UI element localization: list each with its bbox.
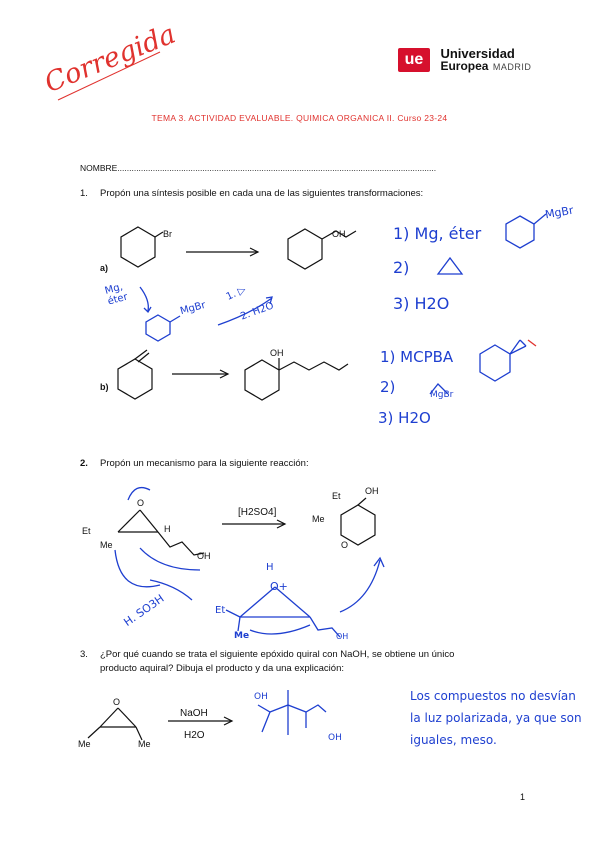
q1-oh-product-b: OH <box>270 348 284 358</box>
q1-number: 1. <box>80 188 88 199</box>
hw-b3: 3) H2O <box>378 409 431 427</box>
hw-q3-answer: Los compuestos no desvían la luz polarizada, ya que son iguales, meso. <box>410 689 582 747</box>
hw-q2-me: Me <box>234 631 250 641</box>
page-number: 1 <box>520 792 526 802</box>
q2-h: H <box>164 524 171 534</box>
hw-q2-oh: OH <box>336 632 349 641</box>
hw-q2-et: Et <box>215 605 226 616</box>
hw-step1: 1. ▷ <box>224 284 248 303</box>
q2-text: Propón un mecanismo para la siguiente reacción: <box>100 458 309 469</box>
q3-number: 3. <box>80 649 88 660</box>
corregida-stamp: Corregida <box>40 18 180 99</box>
hw-curved-arrow-1 <box>128 488 150 500</box>
cyclohexane-b-product <box>245 360 279 400</box>
logo-line3: MADRID <box>492 62 532 72</box>
q1-text: Propón una síntesis posible en cada una de las siguientes transformaciones: <box>100 188 424 199</box>
hw-q3-oh2: OH <box>328 733 342 743</box>
q3-reagent2: H2O <box>184 730 205 741</box>
butyl-chain <box>279 362 348 370</box>
stamp-underline <box>58 52 160 100</box>
ethanol-chain <box>322 231 356 239</box>
q3-reagent1: NaOH <box>180 708 208 719</box>
q2-me: Me <box>100 540 113 550</box>
hw-acid: H. SO3H <box>121 591 167 630</box>
hw-diol-chain <box>258 705 326 712</box>
hw-a3: 3) H2O <box>393 294 450 313</box>
propanol-chain <box>158 532 204 555</box>
q3-me2: Me <box>138 739 151 749</box>
hw-arrow-grignard <box>218 298 272 325</box>
hw-q3-oh1: OH <box>254 692 268 702</box>
hw-mgbr-mid: MgBr <box>179 299 207 318</box>
hw-arrow-mg <box>140 287 148 311</box>
hw-q2-h: H <box>266 562 274 573</box>
hw-epoxide-ring <box>480 345 510 381</box>
hw-cyclohexyl-mgbr <box>146 315 170 341</box>
hw-mgbr-a: MgBr <box>544 203 575 222</box>
q2-et: Et <box>82 526 91 536</box>
cyclohexane-a-product <box>288 229 322 269</box>
hw-epoxide <box>438 258 462 274</box>
document-title: TEMA 3. ACTIVIDAD EVALUABLE. QUIMICA ORGANICA II. Curso 23-24 <box>151 113 448 123</box>
q2-prod-o: O <box>341 540 349 550</box>
logo-line2: Europea <box>440 59 489 73</box>
printed-structures <box>88 227 375 740</box>
hw-a2: 2) <box>393 258 410 277</box>
hw-q2-oplus: O+ <box>270 580 288 593</box>
hw-ethyl <box>430 384 448 394</box>
q3-text-line2: producto aquiral? Dibuja el producto y da una explicación: <box>100 663 344 674</box>
hw-arrow-to-product <box>340 560 380 612</box>
hw-cyclohexyl-mgbr-a <box>506 216 534 248</box>
q2-prod-oh: OH <box>365 486 379 496</box>
q1-label-b: b) <box>100 382 109 392</box>
q3-me1: Me <box>78 739 91 749</box>
hw-curved-arrow-3 <box>150 580 192 600</box>
hw-a1: 1) Mg, éter <box>393 224 482 243</box>
q2-number: 2. <box>80 458 88 469</box>
logo-line1: Universidad <box>440 46 515 61</box>
q2-oh: OH <box>197 551 211 561</box>
q2-prod-me: Me <box>312 514 325 524</box>
tetrahydropyran <box>341 505 375 545</box>
logo-mark: ue <box>398 48 430 72</box>
hw-b2-reagent: MgBr <box>430 390 454 400</box>
q1-br: Br <box>163 229 172 239</box>
cyclohexane-b-reactant <box>118 359 152 399</box>
bond-c-br <box>155 232 163 237</box>
name-field: NOMBRE....................................................................................................................................... <box>80 163 437 173</box>
handwritten-marks <box>115 214 546 735</box>
hw-mg-ether: Mg, éter <box>103 281 130 308</box>
hw-step2: 2. H2O <box>239 300 276 323</box>
hw-b1: 1) MCPBA <box>380 348 454 366</box>
hw-b2: 2) <box>380 378 396 396</box>
q3-text-line1: ¿Por qué cuando se trata el siguiente epóxido quiral con NaOH, se obtiene un único <box>100 649 455 660</box>
q1-oh-product-a: OH <box>332 229 346 239</box>
q1-label-a: a) <box>100 263 109 273</box>
cyclohexane-a-reactant <box>121 227 155 267</box>
q2-reagent: [H2SO4] <box>238 507 277 518</box>
q2-prod-et: Et <box>332 491 341 501</box>
q2-o: O <box>137 498 145 508</box>
q3-o: O <box>113 697 121 707</box>
